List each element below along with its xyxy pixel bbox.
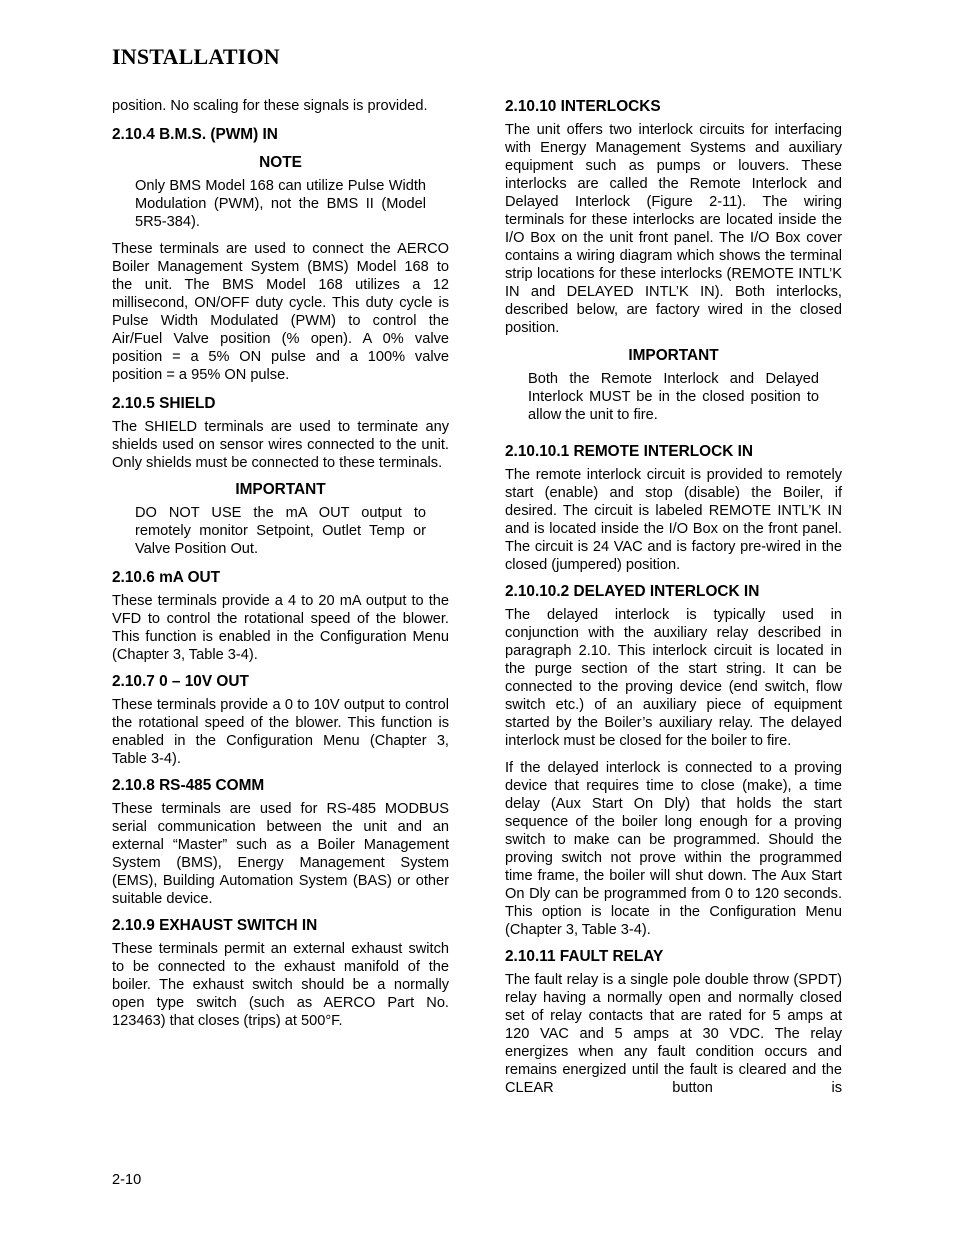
heading-2-10-4: 2.10.4 B.M.S. (PWM) IN [112,126,278,143]
paragraph-2-10-10-2b: If the delayed interlock is connected to a proving device that requires time to close (make), a time delay (Aux Start On Dly) that holds the start sequence of the boiler long enough for a proving switch to make can be programmed. Should the proving switch not prove within the programmed time frame, the boiler will shut down. The Aux Start On Dly can be programmed from 0 to 120 seconds. This option is locate in the Configuration Menu (Chapter 3, Table 3-4). [505,760,842,938]
paragraph-2-10-10: The unit offers two interlock circuits for interfacing with Energy Management Systems and auxiliary equipment such as pumps or louvers. These interlocks are called the Remote Interlock and Delayed Interlock (Figure 2-11). The wiring terminals for these interlocks are located inside the I/O Box on the unit front panel. The I/O Box cover contains a wiring diagram which shows the terminal strip locations for these interlocks (REMOTE INTL’K IN and DELAYED INTL’K IN). Both interlocks, described below, are factory wired in the closed position. [505,122,842,336]
intro-paragraph: position. No scaling for these signals is provided. [112,98,428,114]
heading-2-10-10: 2.10.10 INTERLOCKS [505,98,661,115]
heading-2-10-10-1: 2.10.10.1 REMOTE INTERLOCK IN [505,443,754,460]
paragraph-2-10-5: The SHIELD terminals are used to terminate any shields used on sensor wires connected to the unit. Only shields must be connected to these terminals. [112,419,449,471]
heading-2-10-9: 2.10.9 EXHAUST SWITCH IN [112,917,318,934]
page-header: INSTALLATION [112,44,280,69]
paragraph-2-10-9: These terminals permit an external exhaust switch to be connected to the exhaust manifold of the boiler. The exhaust switch should be a normally open type switch (such as AERCO Part No. 123463) that closes (trips) at 500°F. [112,941,449,1029]
paragraph-2-10-11: The fault relay is a single pole double throw (SPDT) relay having a normally open and normally closed set of relay contacts that are rated for 5 amps at 120 VAC and 5 amps at 30 VDC. The relay energizes when any fault condition occurs and remains energized until the fault is cleared and the CLEAR button is [505,972,842,1096]
paragraph-2-10-7: These terminals provide a 0 to 10V output to control the rotational speed of the blower. This function is enabled in the Configuration Menu (Chapter 3, Table 3-4). [112,697,449,767]
heading-2-10-5: 2.10.5 SHIELD [112,395,216,412]
paragraph-2-10-10-1: The remote interlock circuit is provided to remotely start (enable) and stop (disable) the Boiler, if desired. The circuit is labeled REMOTE INTL’K IN and is located inside the I/O Box on the front panel. The circuit is 24 VAC and is factory pre-wired in the closed (jumpered) position. [505,467,842,573]
paragraph-2-10-8: These terminals are used for RS-485 MODBUS serial communication between the unit and an external “Master” such as a Boiler Management System (BMS), Energy Management System (EMS), Building Automation System (BAS) or other suitable device. [112,801,449,907]
note-label: NOTE [259,154,302,171]
important-text-shield: DO NOT USE the mA OUT output to remotely monitor Setpoint, Outlet Temp or Valve Position Out. [135,505,426,557]
paragraph-2-10-4: These terminals are used to connect the AERCO Boiler Management System (BMS) Model 168 to the unit. The BMS Model 168 utilizes a 12 millisecond, ON/OFF duty cycle. This duty cycle is Pulse Width Modulated (PWM) to control the Air/Fuel Valve position (% open). A 0% valve position = a 5% ON pulse and a 100% valve position = a 95% ON pulse. [112,241,449,383]
heading-2-10-8: 2.10.8 RS-485 COMM [112,777,265,794]
note-text: Only BMS Model 168 can utilize Pulse Width Modulation (PWM), not the BMS II (Model 5R5-384). [135,178,426,230]
important-label-interlocks: IMPORTANT [628,347,719,364]
important-label-shield: IMPORTANT [235,481,326,498]
paragraph-2-10-10-2a: The delayed interlock is typically used in conjunction with the auxiliary relay described in paragraph 2.10. This interlock circuit is located in the purge section of the start string. It can be connected to the proving device (end switch, flow switch etc.) of an auxiliary piece of equipment started by the Boiler’s auxiliary relay. The delayed interlock must be closed for the boiler to fire. [505,607,842,749]
page-number: 2-10 [112,1172,142,1188]
heading-2-10-7: 2.10.7 0 – 10V OUT [112,673,249,690]
heading-2-10-11: 2.10.11 FAULT RELAY [505,948,664,965]
left-column [112,97,449,1030]
right-column [505,97,842,1097]
heading-2-10-10-2: 2.10.10.2 DELAYED INTERLOCK IN [505,583,760,600]
important-text-interlocks: Both the Remote Interlock and Delayed Interlock MUST be in the closed position to allow the unit to fire. [528,371,819,423]
paragraph-2-10-6: These terminals provide a 4 to 20 mA output to the VFD to control the rotational speed of the blower. This function is enabled in the Configuration Menu (Chapter 3, Table 3-4). [112,593,449,663]
heading-2-10-6: 2.10.6 mA OUT [112,569,221,586]
